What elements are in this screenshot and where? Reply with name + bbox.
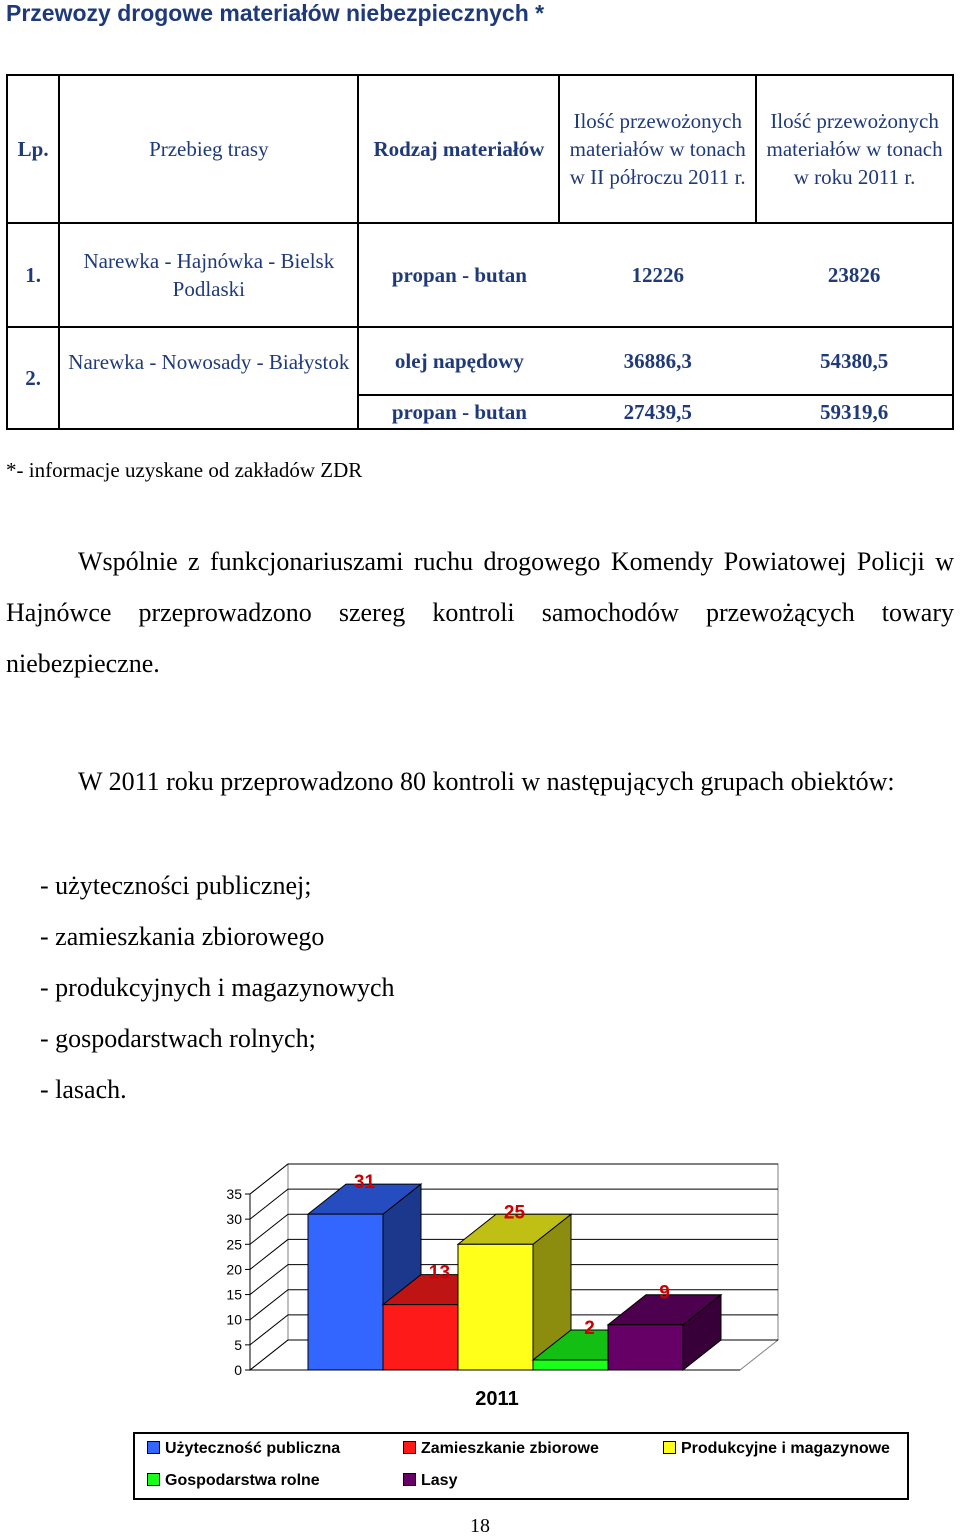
- bar: [458, 1244, 533, 1370]
- controls-bar-chart: [0, 1140, 960, 1430]
- paragraph-groups: [6, 756, 954, 807]
- cell-route: Narewka - Hajnówka - Bielsk Podlaski: [59, 223, 358, 327]
- legend-swatch: [663, 1441, 676, 1454]
- cell-half: 12226: [559, 223, 756, 327]
- cell-lp: 2.: [7, 327, 59, 429]
- list-item: - zamieszkania zbiorowego: [40, 922, 325, 951]
- legend-swatch: [147, 1473, 160, 1486]
- y-tick-label: 5: [234, 1336, 242, 1353]
- cell-material: olej napędowy: [358, 327, 559, 395]
- cell-route: Narewka - Nowosady - Białystok: [59, 327, 358, 429]
- header-lp: Lp.: [7, 75, 59, 223]
- bar: [608, 1325, 683, 1370]
- page-heading: Przewozy drogowe materiałów niebezpiecznych *: [6, 0, 545, 26]
- data-label: 2: [584, 1317, 595, 1339]
- bar: [533, 1360, 608, 1370]
- list-item: - użyteczności publicznej;: [40, 871, 312, 900]
- bar: [383, 1305, 458, 1370]
- bar: [308, 1214, 383, 1370]
- header-full-year: Ilość przewożonych materiałów w tonach w roku 2011 r.: [756, 75, 953, 223]
- legend-item: [147, 1440, 340, 1458]
- header-route: Przebieg trasy: [59, 75, 358, 223]
- y-tick-label: 30: [226, 1211, 242, 1228]
- data-label: 13: [428, 1262, 451, 1284]
- object-groups-list: [40, 860, 395, 1115]
- table-footnote: *- informacje uzyskane od zakładów ZDR: [6, 458, 363, 482]
- table-row: [7, 223, 953, 327]
- cell-lp: 1.: [7, 223, 59, 327]
- paragraph-controls-text: Wspólnie z funkcjonariuszami ruchu drogowego Komendy Powiatowej Policji w Hajnówce przeprowadzono szereg kontroli samochodów przewożących towary niebezpieczne.: [6, 547, 954, 678]
- y-tick-label: 10: [226, 1311, 242, 1328]
- cell-year: 59319,6: [756, 395, 953, 429]
- y-tick-label: 15: [226, 1286, 242, 1303]
- legend-swatch: [403, 1473, 416, 1486]
- legend-label: Użyteczność publiczna: [165, 1440, 341, 1457]
- table-header-row: [7, 75, 953, 223]
- cell-material: propan - butan: [358, 223, 559, 327]
- page-number: 18: [470, 1515, 490, 1537]
- y-tick-label: 35: [226, 1186, 242, 1202]
- cell-year: 54380,5: [756, 327, 953, 395]
- legend-item: [147, 1472, 320, 1490]
- legend-item: [403, 1440, 599, 1458]
- paragraph-controls: [6, 536, 954, 689]
- transport-table: [6, 74, 954, 430]
- legend-label: Produkcyjne i magazynowe: [681, 1440, 890, 1457]
- chart-legend: [133, 1432, 909, 1500]
- x-category-label: 2011: [475, 1388, 519, 1410]
- data-label: 31: [353, 1172, 376, 1194]
- legend-label: Zamieszkanie zbiorowe: [421, 1440, 599, 1457]
- legend-swatch: [147, 1441, 160, 1454]
- y-tick-label: 25: [226, 1236, 242, 1253]
- list-item: - lasach.: [40, 1075, 127, 1104]
- chart-side-wall: [250, 1164, 288, 1370]
- list-item: - produkcyjnych i magazynowych: [40, 973, 395, 1002]
- legend-item: [403, 1472, 457, 1490]
- y-tick-label: 20: [226, 1261, 242, 1278]
- legend-item: [663, 1440, 890, 1458]
- paragraph-groups-text: W 2011 roku przeprowadzono 80 kontroli w następujących grupach obiektów:: [78, 767, 895, 796]
- table-row: [7, 327, 953, 395]
- cell-material: propan - butan: [358, 395, 559, 429]
- cell-half: 27439,5: [559, 395, 756, 429]
- cell-half: 36886,3: [559, 327, 756, 395]
- cell-year: 23826: [756, 223, 953, 327]
- legend-label: Lasy: [421, 1472, 458, 1489]
- data-label: 9: [659, 1282, 670, 1304]
- y-tick-label: 0: [234, 1362, 242, 1378]
- header-half-year: Ilość przewożonych materiałów w tonach w II półroczu 2011 r.: [559, 75, 756, 223]
- legend-swatch: [403, 1441, 416, 1454]
- data-label: 25: [503, 1202, 526, 1224]
- header-material: Rodzaj materiałów: [358, 75, 559, 223]
- legend-label: Gospodarstwa rolne: [165, 1472, 320, 1489]
- list-item: - gospodarstwach rolnych;: [40, 1024, 316, 1053]
